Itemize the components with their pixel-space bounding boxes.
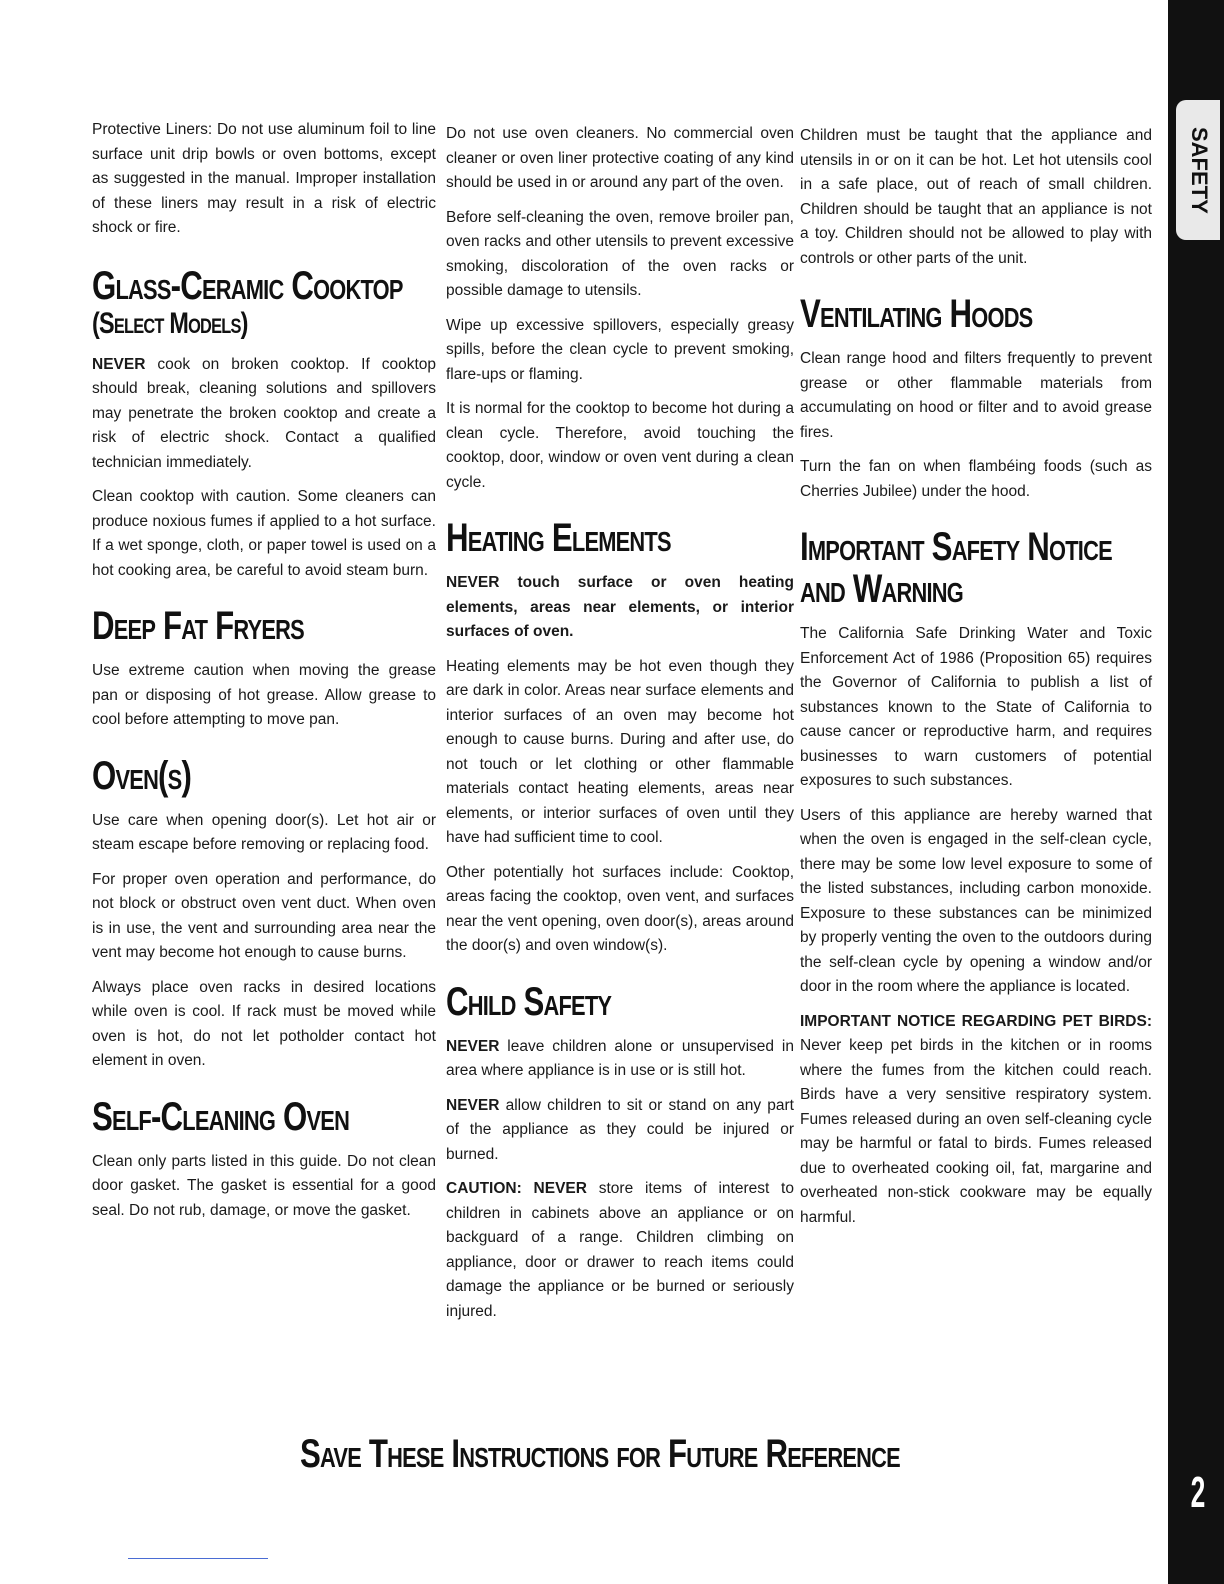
self-cleaning-oven-heading: Self-Cleaning Oven bbox=[92, 1094, 350, 1139]
heating-paragraph-2: Other potentially hot surfaces include: Cooktop, areas facing the cooktop, oven vent, and surfaces near the vent opening, oven door(s), areas around the door(s) and oven window(s). bbox=[446, 863, 794, 954]
heating-warning: NEVER touch surface or oven heating elements, areas near elements, or interior surfaces of oven. bbox=[446, 574, 794, 640]
select-models-subheading: (Select Models) bbox=[92, 306, 248, 340]
protective-liners-paragraph: Protective Liners: Do not use aluminum foil to line surface unit drip bowls or oven bottoms, except as suggested in the manual. Improper installation of these liners may result in a risk of electric shock or fire. bbox=[92, 121, 436, 236]
ovens-paragraph-1: Use care when opening door(s). Let hot air or steam escape before removing or replacing food. bbox=[92, 811, 436, 853]
ovens-paragraph-3: Always place oven racks in desired locations while oven is cool. If rack must be moved while oven is hot, do not let potholder contact hot element in oven. bbox=[92, 978, 436, 1069]
footer-save-instructions: Save These Instructions for Future Reference bbox=[300, 1432, 900, 1476]
child-safety-heading: Child Safety bbox=[446, 979, 612, 1024]
column-1 bbox=[92, 118, 436, 1233]
ventilating-hoods-heading: Ventilating Hoods bbox=[800, 292, 1033, 336]
self-cleaning-paragraph: Clean only parts listed in this guide. Do not clean door gasket. The gasket is essential for a good seal. Do not rub, damage, or move the gasket. bbox=[92, 1152, 436, 1219]
col2-paragraph-1: Do not use oven cleaners. No commercial oven cleaner or oven liner protective coating of any kind should be used in or around any part of the oven. bbox=[446, 125, 794, 191]
glass-ceramic-heading: Glass-Ceramic Cooktop bbox=[92, 263, 403, 308]
deep-fat-fryers-heading: Deep Fat Fryers bbox=[92, 604, 304, 648]
col3-paragraph-1: Children must be taught that the appliance and utensils in or on it can be hot. Let hot utensils cool in a safe place, out of reach of small children. Children should be taught that an appliance is not a toy. Children should not be allowed to play with controls or other parts of the unit. bbox=[800, 127, 1152, 267]
pet-birds-paragraph: IMPORTANT NOTICE REGARDING PET BIRDS: Never keep pet birds in the kitchen or in rooms where the fumes from the kitchen could reach. Birds have a very sensitive respiratory system. Fumes released during an oven self-cleaning cycle may be harmful or fatal to birds. Fumes released due to overheated cooking oil, fat, margarine and overheated non-stick cookware may be equally harmful. bbox=[800, 1012, 1152, 1226]
child-paragraph-1: NEVER leave children alone or unsupervised in area where appliance is in use or is still hot. bbox=[446, 1037, 794, 1079]
column-2 bbox=[446, 122, 794, 1334]
vent-paragraph-2: Turn the fan on when flambéing foods (such as Cherries Jubilee) under the hood. bbox=[800, 458, 1152, 500]
col2-paragraph-2: Before self-cleaning the oven, remove broiler pan, oven racks and other utensils to prevent excessive smoking, discoloration of the oven racks or possible damage to utensils. bbox=[446, 208, 794, 299]
never-label: NEVER bbox=[92, 355, 146, 373]
bottom-rule bbox=[128, 1558, 268, 1559]
ovens-heading: Oven(s) bbox=[92, 753, 192, 798]
section-tab-label: SAFETY bbox=[1187, 126, 1212, 214]
fryers-paragraph: Use extreme caution when moving the grease pan or disposing of hot grease. Allow grease to cool before attempting to move pan. bbox=[92, 662, 436, 728]
safety-notice-heading-line2: and Warning bbox=[800, 567, 964, 611]
safety-notice-heading-line1: Important Safety Notice bbox=[800, 525, 1112, 569]
child-paragraph-3: CAUTION: NEVER store items of interest to children in cabinets above an appliance or on backguard of a range. Children climbing on appliance, door or drawer to reach items could damage the appliance or be burned or seriously injured. bbox=[446, 1180, 794, 1320]
ovens-paragraph-2: For proper oven operation and performance, do not block or obstruct oven vent duct. When oven is in use, the vent and surrounding area near the vent may become hot enough to cause burns. bbox=[92, 870, 436, 961]
notice-paragraph-2: Users of this appliance are hereby warned that when the oven is engaged in the self-clean cycle, there may be some low level exposure to some of the listed substances, including carbon monoxide. Exposure to these substances can be minimized by properly venting the oven to the outdoors during the self-clean cycle by opening a window and/or door in the room where the appliance is located. bbox=[800, 806, 1152, 995]
page-number: 2 bbox=[1190, 1468, 1206, 1517]
col2-paragraph-3: Wipe up excessive spillovers, especially greasy spills, before the clean cycle to prevent smoking, flare-ups or flaming. bbox=[446, 316, 794, 383]
column-3 bbox=[800, 124, 1152, 1240]
glass-paragraph-1: NEVER cook on broken cooktop. If cooktop should break, cleaning solutions and spillovers may penetrate the broken cooktop and create a risk of electric shock. Contact a qualified technician immediately. bbox=[92, 355, 436, 471]
col2-paragraph-4: It is normal for the cooktop to become hot during a clean cycle. Therefore, avoid touching the cooktop, door, window or oven vent during a clean cycle. bbox=[446, 400, 794, 491]
heating-elements-heading: Heating Elements bbox=[446, 516, 671, 560]
vent-paragraph-1: Clean range hood and filters frequently to prevent grease or other flammable materials from accumulating on hood or filter and to avoid grease fires. bbox=[800, 350, 1152, 441]
child-paragraph-2: NEVER allow children to sit or stand on any part of the appliance as they could be injured or burned. bbox=[446, 1096, 794, 1163]
notice-paragraph-1: The California Safe Drinking Water and Toxic Enforcement Act of 1986 (Proposition 65) requires the Governor of California to publish a list of substances known to the State of California to cause cancer or reproductive harm, and requires businesses to warn customers of potential exposures to such substances. bbox=[800, 625, 1152, 789]
glass-paragraph-2: Clean cooktop with caution. Some cleaners can produce noxious fumes if applied to a hot surface. If a wet sponge, cloth, or paper towel is used on a hot cooking area, be careful to avoid steam burn. bbox=[92, 488, 436, 579]
heating-paragraph-1: Heating elements may be hot even though they are dark in color. Areas near surface elements and interior surfaces of an oven may become hot enough to cause burns. During and after use, do not touch or let clothing or other flammable materials contact heating elements, areas near elements, or interior surfaces of oven until they have had sufficient time to cool. bbox=[446, 657, 794, 846]
